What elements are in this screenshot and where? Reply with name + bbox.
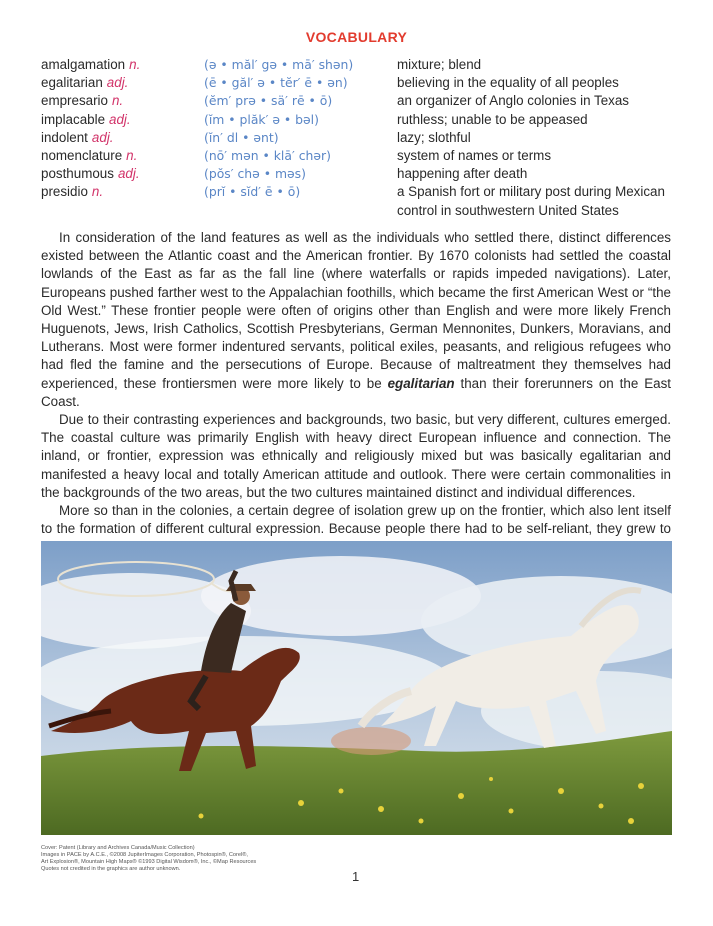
vocab-entry bbox=[41, 165, 681, 183]
pronunciation: (pŏs′ chə • məs) bbox=[204, 166, 306, 182]
definition: a Spanish fort or military post during Mexican control in southwestern United States bbox=[397, 184, 665, 218]
vocab-entry bbox=[41, 74, 681, 92]
cowboy-lasso-horse-photo bbox=[41, 541, 672, 835]
vocab-entry bbox=[41, 129, 681, 147]
vocab-term: presidio n. bbox=[41, 184, 104, 200]
definition: believing in the equality of all peoples bbox=[397, 75, 619, 91]
page-number: 1 bbox=[352, 869, 360, 884]
vocab-term: amalgamation n. bbox=[41, 57, 141, 72]
part-of-speech: adj. bbox=[106, 75, 129, 91]
definition: ruthless; unable to be appeased bbox=[397, 111, 588, 127]
definition: lazy; slothful bbox=[397, 129, 471, 145]
body-text bbox=[41, 229, 671, 557]
vocab-entry bbox=[41, 56, 681, 74]
vocab-term: nomenclature n. bbox=[41, 147, 138, 163]
emphasized-term: egalitarian bbox=[387, 375, 455, 391]
paragraph: More so than in the colonies, a certain degree of isolation grew up on the frontier, which also lent itself to the formation of different cultural expression. Because people there had to be self-reliant, they grew to bbox=[41, 503, 671, 537]
vocabulary-list bbox=[41, 56, 681, 220]
definition: an organizer of Anglo colonies in Texas bbox=[397, 93, 630, 109]
image-credits: Cover: Patent (Library and Archives Canada/Music Collection) Images in PACE by A.C.E., ©2008 JupiterImages Corporation, Photospin®, Corel®, Art Explosion®, Mountain High Maps® ©1993 Digital Wisdom®, Inc., ©Map Resources Quotes not credited in the graphics are author unknown. bbox=[41, 845, 257, 872]
part-of-speech: n. bbox=[111, 93, 124, 109]
pronunciation: (ə • măl′ gə • mā′ shən) bbox=[204, 57, 354, 72]
definition: system of names or terms bbox=[397, 147, 552, 163]
vocab-entry bbox=[41, 111, 681, 129]
pronunciation: (prĭ • sĭd′ ē • ō) bbox=[204, 184, 301, 200]
pronunciation: (ĕm′ prə • sä′ rē • ō) bbox=[204, 93, 333, 109]
vocabulary-heading: VOCABULARY bbox=[305, 29, 408, 45]
vocab-term: implacable adj. bbox=[41, 111, 131, 127]
vocab-term: posthumous adj. bbox=[41, 166, 140, 182]
pronunciation: (ē • găl′ ə • tĕr′ ē • ən) bbox=[204, 75, 348, 91]
part-of-speech: n. bbox=[91, 184, 104, 200]
vocab-term: empresario n. bbox=[41, 93, 124, 109]
vocab-term: indolent adj. bbox=[41, 129, 114, 145]
pronunciation: (nō′ mən • klā′ chər) bbox=[204, 147, 331, 163]
paragraph: In consideration of the land features as well as the individuals who settled there, distinct differences existed between the Atlantic coast and the American frontier. By 1670 colonists had settled the coastal lowlands of the East as far as the fall line (where waterfalls or rapids impeded navigations). Later, Europeans pushed farther west to the Appalachian foothills, which became the first American West or “the Old West.” These frontier people were often of origins other than English and were more likely French Huguenots, Jews, Irish Catholics, Scottish Presbyterians, German Mennonites, Dunkers, Moravians, and Lutherans. Most were former indentured servants, political exiles, peasants, and religious refugees who had fled the famine and the persecutions of Europe. Because of maltreatment they themselves had experienced, these frontiersmen were more likely to be egalitarian than their forerunners on the East Coast. bbox=[41, 230, 671, 409]
part-of-speech: adj. bbox=[91, 129, 114, 145]
vocab-term: egalitarian adj. bbox=[41, 75, 129, 91]
definition: mixture; blend bbox=[397, 57, 482, 72]
part-of-speech: n. bbox=[126, 147, 138, 163]
part-of-speech: adj. bbox=[109, 111, 131, 127]
part-of-speech: adj. bbox=[117, 166, 140, 182]
paragraph: Due to their contrasting experiences and backgrounds, two basic, but very different, cultures emerged. The coastal culture was primarily English with heavy direct European influence and connection. The inland, or frontier, expression was ethnically and religiously mixed but was basically egalitarian and manifested a heavy local and totally American attitude and outlook. There were certain commonalities in the backgrounds of the two areas, but the two cultures maintained distinct and individual differences. bbox=[41, 412, 671, 500]
vocab-entry bbox=[41, 147, 681, 165]
vocab-entry bbox=[41, 183, 681, 219]
pronunciation: (ĭn′ dl • ənt) bbox=[204, 129, 279, 145]
part-of-speech: n. bbox=[129, 57, 141, 72]
vocab-entry bbox=[41, 92, 681, 110]
definition: happening after death bbox=[397, 166, 528, 182]
pronunciation: (ĭm • plăk′ ə • bəl) bbox=[204, 111, 319, 127]
